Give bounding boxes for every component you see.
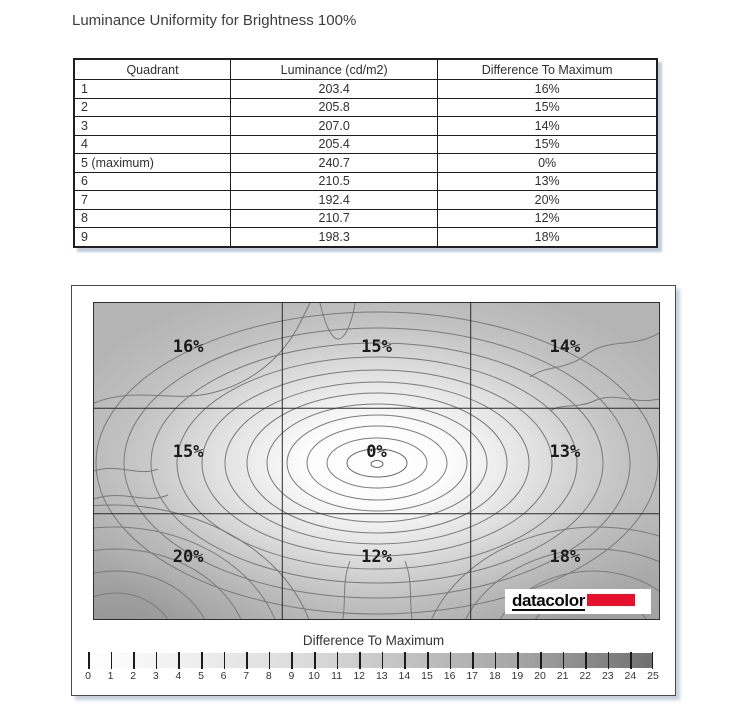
colorbar-tick-label: 20 [534, 670, 546, 682]
colorbar-tick [88, 652, 90, 669]
colorbar-tick-labels [85, 670, 659, 684]
colorbar-tick [291, 652, 293, 669]
cell-difference: 20% [438, 191, 657, 210]
colorbar-tick [111, 652, 113, 669]
cell-quadrant: 6 [74, 172, 231, 191]
colorbar-tick-label: 15 [421, 670, 433, 682]
colorbar-tick-label: 5 [198, 670, 204, 682]
quadrant-diff-label-3: 14% [549, 336, 581, 357]
luminance-table [73, 58, 658, 248]
colorbar-tick [652, 652, 654, 669]
colorbar-tick-label: 1 [107, 670, 114, 682]
colorbar-tick [540, 652, 542, 669]
table-row [74, 228, 657, 247]
table-row [74, 98, 657, 117]
colorbar-tick-label: 16 [443, 670, 456, 682]
cell-luminance: 203.4 [231, 80, 438, 99]
colorbar-tick-label: 11 [331, 670, 343, 682]
colorbar-tick-label: 13 [375, 670, 388, 682]
uniformity-plot-panel [71, 285, 676, 696]
colorbar-tick [201, 652, 203, 669]
colorbar-title: Difference To Maximum [302, 633, 445, 648]
table-row [74, 80, 657, 99]
cell-quadrant: 8 [74, 209, 231, 228]
table-row [74, 172, 657, 191]
colorbar-tick [517, 652, 519, 669]
cell-quadrant: 1 [74, 80, 231, 99]
table-header-row [74, 59, 657, 80]
cell-luminance: 192.4 [231, 191, 438, 210]
colorbar-tick [314, 652, 316, 669]
colorbar-tick-label: 21 [556, 670, 569, 682]
cell-quadrant: 2 [74, 98, 231, 117]
cell-difference: 16% [438, 80, 657, 99]
col-header-difference: Difference To Maximum [438, 59, 657, 80]
colorbar-tick-label: 9 [288, 670, 295, 682]
colorbar-tick-label: 7 [243, 670, 250, 682]
colorbar-tick [133, 652, 135, 669]
quadrant-diff-label-9: 18% [549, 547, 581, 568]
colorbar-tick-label: 3 [152, 670, 159, 682]
cell-difference: 18% [438, 228, 657, 247]
col-header-quadrant: Quadrant [74, 59, 231, 80]
colorbar-tick-label: 4 [175, 670, 182, 682]
table-row [74, 191, 657, 210]
colorbar-tick [337, 652, 339, 669]
colorbar-tick-label: 12 [353, 670, 366, 682]
colorbar-tick [472, 652, 474, 669]
datacolor-logo [505, 589, 651, 614]
cell-luminance: 205.8 [231, 98, 438, 117]
table-row [74, 135, 657, 154]
colorbar-tick [630, 652, 632, 669]
cell-quadrant: 3 [74, 117, 231, 136]
cell-luminance: 210.7 [231, 209, 438, 228]
quadrant-label-grid [94, 303, 659, 619]
colorbar-tick [608, 652, 610, 669]
cell-luminance: 205.4 [231, 135, 438, 154]
colorbar-tick-label: 14 [398, 670, 411, 682]
contour-plot [93, 302, 660, 620]
cell-difference: 12% [438, 209, 657, 228]
colorbar-tick [585, 652, 587, 669]
cell-luminance: 198.3 [231, 228, 438, 247]
colorbar-tick-label: 24 [624, 670, 637, 682]
colorbar-tick [359, 652, 361, 669]
colorbar-tick-label: 22 [579, 670, 592, 682]
table-row [74, 209, 657, 228]
table-row [74, 117, 657, 136]
colorbar-tick [246, 652, 248, 669]
quadrant-diff-label-4: 15% [172, 441, 204, 462]
quadrant-diff-label-7: 20% [172, 547, 204, 568]
colorbar-tick [495, 652, 497, 669]
page-title: Luminance Uniformity for Brightness 100% [72, 12, 357, 29]
colorbar-tick-label: 2 [130, 670, 137, 682]
quadrant-diff-label-6: 13% [549, 441, 581, 462]
cell-luminance: 240.7 [231, 154, 438, 173]
cell-quadrant: 5 (maximum) [74, 154, 231, 173]
colorbar-tick [427, 652, 429, 669]
colorbar-tick-label: 10 [308, 670, 320, 682]
colorbar-tick-label: 18 [488, 670, 501, 682]
quadrant-diff-label-5: 0% [366, 441, 387, 462]
cell-quadrant: 7 [74, 191, 231, 210]
colorbar-tick-label: 25 [647, 670, 659, 682]
colorbar-tick [178, 652, 180, 669]
table-row [74, 154, 657, 173]
colorbar-tick [450, 652, 452, 669]
colorbar-tick [224, 652, 226, 669]
cell-difference: 13% [438, 172, 657, 191]
cell-luminance: 207.0 [231, 117, 438, 136]
cell-difference: 15% [438, 98, 657, 117]
datacolor-logo-text: datacolor [512, 590, 585, 610]
colorbar-tick-label: 8 [265, 670, 272, 682]
quadrant-diff-label-8: 12% [361, 547, 392, 568]
cell-quadrant: 4 [74, 135, 231, 154]
col-header-luminance: Luminance (cd/m2) [231, 59, 438, 80]
colorbar-tick [269, 652, 271, 669]
colorbar-gradient-strip [88, 653, 653, 668]
datacolor-logo-red-bar [587, 594, 635, 606]
colorbar-tick [382, 652, 384, 669]
colorbar-tick-label: 0 [85, 670, 91, 682]
cell-difference: 0% [438, 154, 657, 173]
colorbar-tick-label: 23 [601, 670, 614, 682]
colorbar-tick-label: 17 [466, 670, 479, 682]
quadrant-diff-label-1: 16% [172, 336, 204, 357]
colorbar-tick-label: 6 [220, 670, 227, 682]
colorbar-tick-label: 19 [511, 670, 524, 682]
cell-difference: 14% [438, 117, 657, 136]
quadrant-diff-label-2: 15% [361, 336, 392, 357]
cell-quadrant: 9 [74, 228, 231, 247]
cell-luminance: 210.5 [231, 172, 438, 191]
colorbar-tick [404, 652, 406, 669]
colorbar-tick [563, 652, 565, 669]
colorbar-tick [156, 652, 158, 669]
cell-difference: 15% [438, 135, 657, 154]
